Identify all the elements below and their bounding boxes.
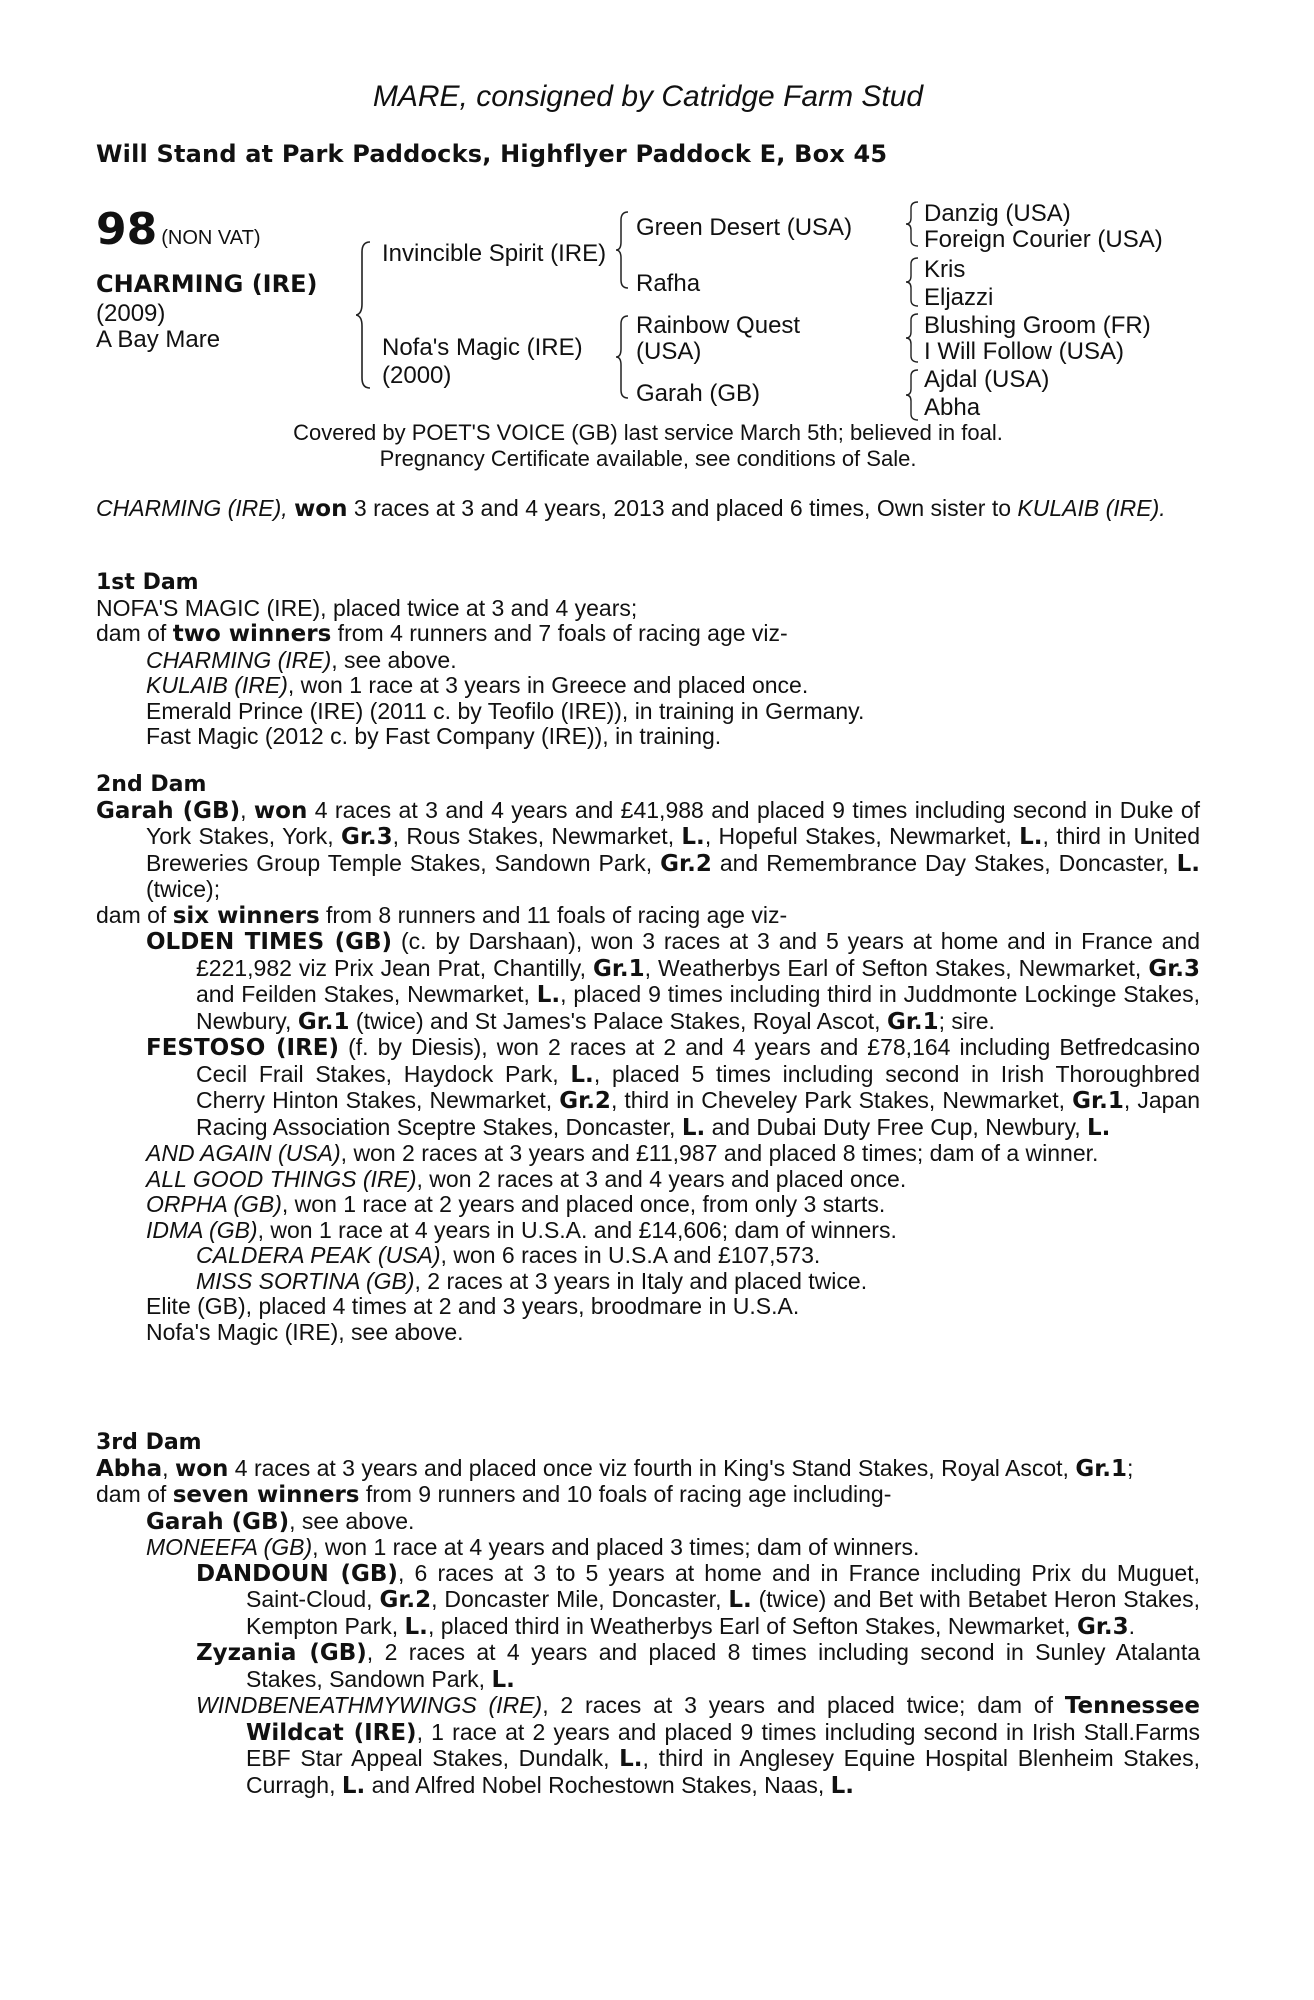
offspring-caldera-peak: CALDERA PEAK (USA), won 6 races in U.S.A and £107,573. bbox=[196, 1242, 821, 1268]
covering-note: Covered by POET'S VOICE (GB) last service March 5th; believed in foal. bbox=[293, 420, 1003, 445]
third-dam-produce: dam of seven winners from 9 runners and 10 foals of racing age including- bbox=[96, 1481, 892, 1508]
first-dam-line: NOFA'S MAGIC (IRE), placed twice at 3 and 4 years; bbox=[96, 594, 638, 621]
consignment-title: MARE, consigned by Catridge Farm Stud bbox=[372, 80, 924, 113]
first-dam-offspring-3: Emerald Prince (IRE) (2011 c. by Teofilo (IRE)), in training in Germany. bbox=[146, 697, 865, 724]
pedigree-brace-sd bbox=[906, 256, 922, 308]
offspring-miss-sortina: MISS SORTINA (GB), 2 races at 3 years in Italy and placed twice. bbox=[196, 1267, 868, 1294]
offspring-dandoun: DANDOUN (GB), 6 races at 3 to 5 years at home and in France including Prix du Muguet, Saint-Cloud, Gr.2, Doncaster Mile, Doncaster, L. (twice) and Bet with Betabet Heron Stakes, Kempton Park, L., placed third in Weatherbys Earl of Sefton Stakes, Newmarket, Gr.3. bbox=[196, 1559, 1200, 1640]
pedigree-brace-dd bbox=[906, 368, 922, 422]
offspring-orpha: ORPHA (GB), won 1 race at 2 years and placed once, from only 3 starts. bbox=[146, 1191, 886, 1217]
offspring-idma: IDMA (GB), won 1 race at 4 years in U.S.A. and £14,606; dam of winners. bbox=[146, 1216, 897, 1243]
horse-name: CHARMING (IRE) bbox=[96, 270, 318, 298]
pedigree-dd-dam: Abha bbox=[924, 394, 981, 421]
second-dam-section bbox=[96, 772, 1200, 1345]
intro-text: 3 races at 3 and 4 years, 2013 and placed 6 times, Own sister to bbox=[347, 495, 1018, 521]
pedigree-brace-ss bbox=[906, 200, 922, 248]
intro-sister: KULAIB (IRE). bbox=[1017, 495, 1166, 521]
pedigree-dam-dam: Garah (GB) bbox=[636, 380, 761, 407]
pedigree-dam: Nofa's Magic (IRE) bbox=[382, 334, 583, 361]
intro-won: won bbox=[294, 496, 348, 522]
lot-heading bbox=[96, 204, 260, 255]
pregnancy-note: Pregnancy Certificate available, see conditions of Sale. bbox=[379, 446, 917, 471]
first-dam-offspring-4: Fast Magic (2012 c. by Fast Company (IRE)), in training. bbox=[146, 723, 722, 749]
intro-horse-name: CHARMING (IRE), bbox=[96, 495, 288, 521]
second-dam-produce: dam of six winners from 8 runners and 11 foals of racing age viz- bbox=[96, 901, 788, 929]
first-dam-offspring-1: CHARMING (IRE), see above. bbox=[146, 646, 457, 673]
pedigree-brace-main bbox=[356, 240, 376, 390]
second-dam-record: Garah (GB), won 4 races at 3 and 4 years and £41,988 and placed 9 times including second in Duke of York Stakes, York, Gr.3, Rous Stakes, Newmarket, L., Hopeful Stakes, Newmarket, L., third in United Breweries Group Temple Stakes, Sandown Park, Gr.2 and Remembrance Day Stakes, Doncaster, L. (twice); bbox=[96, 796, 1201, 902]
offspring-zyzania: Zyzania (GB), 2 races at 4 years and placed 8 times including second in Sunley Atalanta Stakes, Sandown Park, L. bbox=[196, 1639, 1200, 1693]
stand-location: Will Stand at Park Paddocks, Highflyer Paddock E, Box 45 bbox=[96, 140, 888, 168]
vat-status: (NON VAT) bbox=[161, 227, 261, 249]
third-dam-section bbox=[96, 1430, 1200, 1799]
offspring-all-good-things: ALL GOOD THINGS (IRE), won 2 races at 3 and 4 years and placed once. bbox=[146, 1165, 907, 1192]
lot-number: 98 bbox=[96, 204, 158, 255]
horse-description: A Bay Mare bbox=[96, 326, 221, 353]
offspring-windbeneathmywings: WINDBENEATHMYWINGS (IRE), 2 races at 3 years and placed twice; dam of Tennessee Wildcat (IRE), 1 race at 2 years and placed 9 times including second in Irish Stall.Farms EBF Star Appeal Stakes, Dundalk, L., third in Anglesey Equine Hospital Blenheim Stakes, Curragh, L. and Alfred Nobel Rochestown Stakes, Naas, L. bbox=[196, 1692, 1201, 1799]
pedigree-sire-sire: Green Desert (USA) bbox=[636, 214, 853, 241]
pedigree-sd-sire: Kris bbox=[924, 256, 966, 283]
horse-year: (2009) bbox=[96, 300, 166, 327]
pedigree-ds-dam: I Will Follow (USA) bbox=[924, 338, 1125, 365]
offspring-moneefa: MONEEFA (GB), won 1 race at 4 years and placed 3 times; dam of winners. bbox=[146, 1534, 920, 1560]
offspring-elite: Elite (GB), placed 4 times at 2 and 3 years, broodmare in U.S.A. bbox=[146, 1293, 800, 1319]
pedigree-sd-dam: Eljazzi bbox=[924, 284, 994, 311]
pedigree-dd-sire: Ajdal (USA) bbox=[924, 366, 1050, 393]
offspring-garah: Garah (GB), see above. bbox=[146, 1507, 415, 1535]
third-dam-record: Abha, won 4 races at 3 years and placed once viz fourth in King's Stand Stakes, Royal Ascot, Gr.1; bbox=[96, 1454, 1134, 1482]
offspring-and-again: AND AGAIN (USA), won 2 races at 3 years and £11,987 and placed 8 times; dam of a winner. bbox=[146, 1140, 1099, 1166]
pedigree-ss-dam: Foreign Courier (USA) bbox=[924, 226, 1163, 253]
first-dam-produce: dam of two winners from 4 runners and 7 foals of racing age viz- bbox=[96, 620, 788, 647]
first-dam-offspring-2: KULAIB (IRE), won 1 race at 3 years in Greece and placed once. bbox=[146, 672, 809, 698]
pedigree-ss-sire: Danzig (USA) bbox=[924, 200, 1071, 227]
intro-paragraph bbox=[96, 496, 1200, 523]
pedigree-ds-sire: Blushing Groom (FR) bbox=[924, 312, 1151, 339]
pedigree-dam-sire: Rainbow Quest bbox=[636, 312, 801, 339]
offspring-festoso: FESTOSO (IRE) (f. by Diesis), won 2 races at 2 and 4 years and £78,164 including Betfredcasino Cecil Frail Stakes, Haydock Park, L., placed 5 times including second in Irish Thoroughbred Cherry Hinton Stakes, Newmarket, Gr.2, third in Cheveley Park Stakes, Newmarket, Gr.1, Japan Racing Association Sceptre Stakes, Doncaster, L. and Dubai Duty Free Cup, Newbury, L. bbox=[146, 1034, 1201, 1141]
offspring-nofas-magic: Nofa's Magic (IRE), see above. bbox=[146, 1318, 464, 1345]
first-dam-section bbox=[96, 570, 1200, 750]
pedigree-brace-ds bbox=[906, 312, 922, 364]
first-dam-heading: 1st Dam bbox=[96, 570, 199, 595]
second-dam-heading: 2nd Dam bbox=[96, 772, 207, 797]
pedigree-brace-sire bbox=[616, 210, 632, 290]
pedigree-sire-dam: Rafha bbox=[636, 270, 701, 297]
offspring-olden-times: OLDEN TIMES (GB) (c. by Darshaan), won 3 races at 3 and 5 years at home and in France and £221,982 viz Prix Jean Prat, Chantilly, Gr.1, Weatherbys Earl of Sefton Stakes, Newmarket, Gr.3 and Feilden Stakes, Newmarket, L., placed 9 times including third in Juddmonte Lockinge Stakes, Newbury, Gr.1 (twice) and St James's Palace Stakes, Royal Ascot, Gr.1; sire. bbox=[146, 928, 1200, 1035]
pedigree-brace-dam bbox=[616, 314, 632, 400]
pedigree-dam-year: (2000) bbox=[382, 362, 452, 389]
pedigree-dam-sire-country: (USA) bbox=[636, 338, 702, 365]
third-dam-heading: 3rd Dam bbox=[96, 1430, 202, 1455]
pedigree-sire: Invincible Spirit (IRE) bbox=[382, 240, 607, 267]
